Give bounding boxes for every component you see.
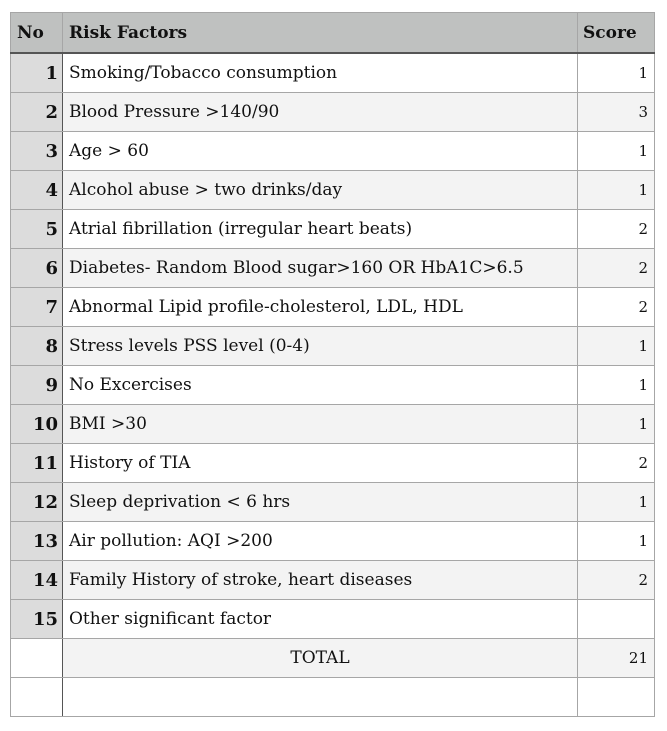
risk-factor: Family History of stroke, heart diseases: [63, 561, 578, 600]
table-row: [11, 561, 655, 600]
blank-cell: [578, 678, 655, 717]
row-score: 2: [578, 444, 655, 483]
table-row: [11, 93, 655, 132]
row-number: 6: [11, 249, 63, 288]
row-score: 2: [578, 249, 655, 288]
risk-factor: Abnormal Lipid profile-cholesterol, LDL, HDL: [63, 288, 578, 327]
row-score: 1: [578, 327, 655, 366]
risk-factor: History of TIA: [63, 444, 578, 483]
row-number: 9: [11, 366, 63, 405]
row-number: 2: [11, 93, 63, 132]
row-score: 1: [578, 132, 655, 171]
table-row: [11, 366, 655, 405]
total-label: TOTAL: [63, 639, 578, 678]
row-score: 2: [578, 561, 655, 600]
table-row: [11, 327, 655, 366]
table-row: [11, 405, 655, 444]
table-row: [11, 444, 655, 483]
blank-cell: [11, 678, 63, 717]
row-number: 8: [11, 327, 63, 366]
risk-factor: Atrial fibrillation (irregular heart beats): [63, 210, 578, 249]
risk-factor: Other significant factor: [63, 600, 578, 639]
total-no-cell: [11, 639, 63, 678]
risk-factor: Stress levels PSS level (0-4): [63, 327, 578, 366]
row-score: 1: [578, 53, 655, 93]
risk-factor: Age > 60: [63, 132, 578, 171]
table-row: [11, 600, 655, 639]
table-row: [11, 132, 655, 171]
row-score: 1: [578, 171, 655, 210]
risk-factor: Diabetes- Random Blood sugar>160 OR HbA1C>6.5: [63, 249, 578, 288]
row-score: 3: [578, 93, 655, 132]
risk-factors-table: [10, 12, 655, 717]
header-no: No: [11, 13, 63, 54]
total-row: [11, 639, 655, 678]
row-score: 1: [578, 483, 655, 522]
row-number: 12: [11, 483, 63, 522]
table-row: [11, 53, 655, 93]
blank-row: [11, 678, 655, 717]
row-number: 10: [11, 405, 63, 444]
risk-factor: Air pollution: AQI >200: [63, 522, 578, 561]
table-row: [11, 210, 655, 249]
risk-factor: Sleep deprivation < 6 hrs: [63, 483, 578, 522]
header-score: Score: [578, 13, 655, 54]
row-score: [578, 600, 655, 639]
row-score: 2: [578, 210, 655, 249]
row-number: 15: [11, 600, 63, 639]
row-number: 3: [11, 132, 63, 171]
risk-factor: Alcohol abuse > two drinks/day: [63, 171, 578, 210]
risk-factor: BMI >30: [63, 405, 578, 444]
risk-factor: Smoking/Tobacco consumption: [63, 53, 578, 93]
table-row: [11, 483, 655, 522]
table-row: [11, 288, 655, 327]
row-number: 4: [11, 171, 63, 210]
table-row: [11, 171, 655, 210]
row-score: 1: [578, 366, 655, 405]
header-risk-factors: Risk Factors: [63, 13, 578, 54]
risk-factor: No Excercises: [63, 366, 578, 405]
row-score: 2: [578, 288, 655, 327]
row-score: 1: [578, 522, 655, 561]
risk-factor: Blood Pressure >140/90: [63, 93, 578, 132]
total-score: 21: [578, 639, 655, 678]
row-number: 5: [11, 210, 63, 249]
row-score: 1: [578, 405, 655, 444]
blank-cell: [63, 678, 578, 717]
header-row: [11, 13, 655, 54]
row-number: 14: [11, 561, 63, 600]
row-number: 11: [11, 444, 63, 483]
row-number: 7: [11, 288, 63, 327]
table-row: [11, 249, 655, 288]
table-row: [11, 522, 655, 561]
row-number: 1: [11, 53, 63, 93]
row-number: 13: [11, 522, 63, 561]
